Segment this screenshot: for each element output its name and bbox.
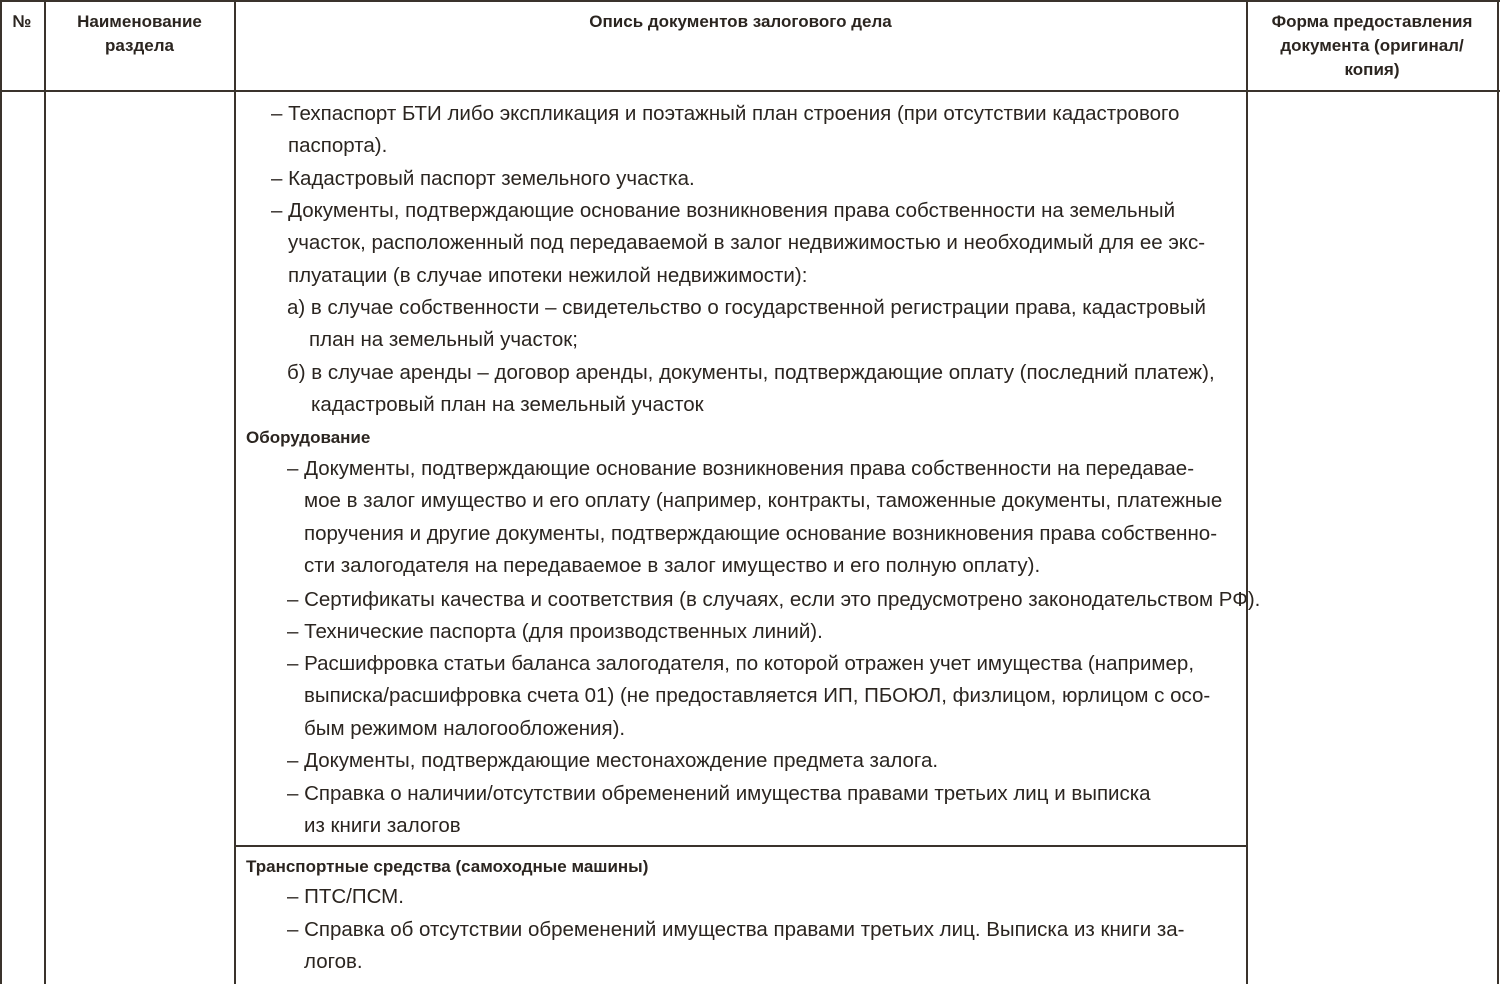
- list-item: [287, 778, 1151, 843]
- list-item: [287, 357, 1215, 422]
- table-left-border: [0, 0, 2, 984]
- header-form-line: документа (оригинал/: [1280, 36, 1464, 55]
- header-form: [1247, 10, 1497, 82]
- item-line: а) в случае собственности – свидетельство о государственной регистрации права, кадастровый: [287, 296, 1206, 319]
- header-section-line: раздела: [105, 36, 174, 55]
- item-line: – ПТС/ПСМ.: [287, 885, 404, 908]
- item-line: участок, расположенный под передаваемой в залог недвижимостью и необходимый для ее экс-: [288, 231, 1206, 255]
- item-line: бым режимом налогообложения).: [304, 716, 626, 740]
- header-inventory: [235, 10, 1246, 34]
- item-line: б) в случае аренды – договор аренды, документы, подтверждающие оплату (последний платеж),: [287, 361, 1215, 384]
- table-top-border: [0, 0, 1500, 2]
- item-line: мое в залог имущество и его оплату (например, контракты, таможенные документы, платежные: [304, 489, 1223, 513]
- item-line: – Расшифровка статьи баланса залогодателя, по которой отражен учет имущества (например,: [287, 652, 1195, 675]
- col-num-divider: [44, 0, 46, 984]
- item-line: – Кадастровый паспорт земельного участка.: [271, 167, 695, 190]
- header-form-line: Форма предоставления: [1271, 12, 1473, 31]
- list-item: [287, 292, 1206, 357]
- item-line: – Справка о наличии/отсутствии обременений имущества правами третьих лиц и выписка: [287, 782, 1151, 805]
- vehicles-title: Транспортные средства (самоходные машины): [246, 857, 649, 876]
- item-line: – Документы, подтверждающие местонахождение предмета залога.: [287, 749, 939, 772]
- col-section-divider: [234, 0, 236, 984]
- item-line: паспорта).: [288, 134, 388, 158]
- header-section: [45, 10, 234, 58]
- item-line: логов.: [304, 950, 363, 974]
- list-item: [287, 745, 938, 777]
- item-line: – Сертификаты качества и соответствия (в случаях, если это предусмотрено законодательством РФ).: [287, 588, 1261, 611]
- list-item: [287, 914, 1184, 979]
- list-item: [271, 98, 1179, 163]
- col-inventory-divider: [1246, 0, 1248, 984]
- list-item: [287, 584, 1260, 616]
- header-bottom-border: [0, 90, 1500, 92]
- item-line: выписка/расшифровка счета 01) (не предоставляется ИП, ПБОЮЛ, физлицом, юрлицом с осо-: [304, 684, 1211, 708]
- item-line: из книги залогов: [304, 814, 461, 838]
- header-form-line: копия): [1344, 60, 1400, 79]
- header-num-text: №: [12, 12, 32, 31]
- list-item: [271, 163, 695, 195]
- header-section-line: Наименование: [77, 12, 202, 31]
- item-line: план на земельный участок;: [309, 328, 578, 352]
- list-item: [287, 881, 404, 913]
- header-inventory-text: Опись документов залогового дела: [589, 12, 892, 31]
- list-item: [287, 453, 1222, 582]
- table-right-border: [1497, 0, 1499, 984]
- equipment-vehicles-divider: [234, 845, 1247, 847]
- item-line: – Справка об отсутствии обременений имущества правами третьих лиц. Выписка из книги за-: [287, 918, 1185, 941]
- item-line: – Техпаспорт БТИ либо экспликация и поэтажный план строения (при отсутствии кадастрового: [271, 102, 1180, 125]
- item-line: – Документы, подтверждающие основание возникновения права собственности на передавае-: [287, 457, 1195, 480]
- header-num: [0, 10, 44, 34]
- list-item: [287, 616, 823, 648]
- equipment-title: Оборудование: [246, 428, 371, 447]
- list-item: [287, 648, 1210, 745]
- item-line: плуатации (в случае ипотеки нежилой недвижимости):: [288, 263, 808, 287]
- item-line: сти залогодателя на передаваемое в залог имущество и его полную оплату).: [304, 553, 1041, 577]
- item-line: поручения и другие документы, подтверждающие основание возникновения права собственно-: [304, 521, 1218, 545]
- item-line: кадастровый план на земельный участок: [311, 393, 704, 417]
- list-item: [271, 195, 1205, 292]
- item-line: – Документы, подтверждающие основание возникновения права собственности на земельный: [271, 199, 1176, 222]
- item-line: – Технические паспорта (для производственных линий).: [287, 620, 823, 643]
